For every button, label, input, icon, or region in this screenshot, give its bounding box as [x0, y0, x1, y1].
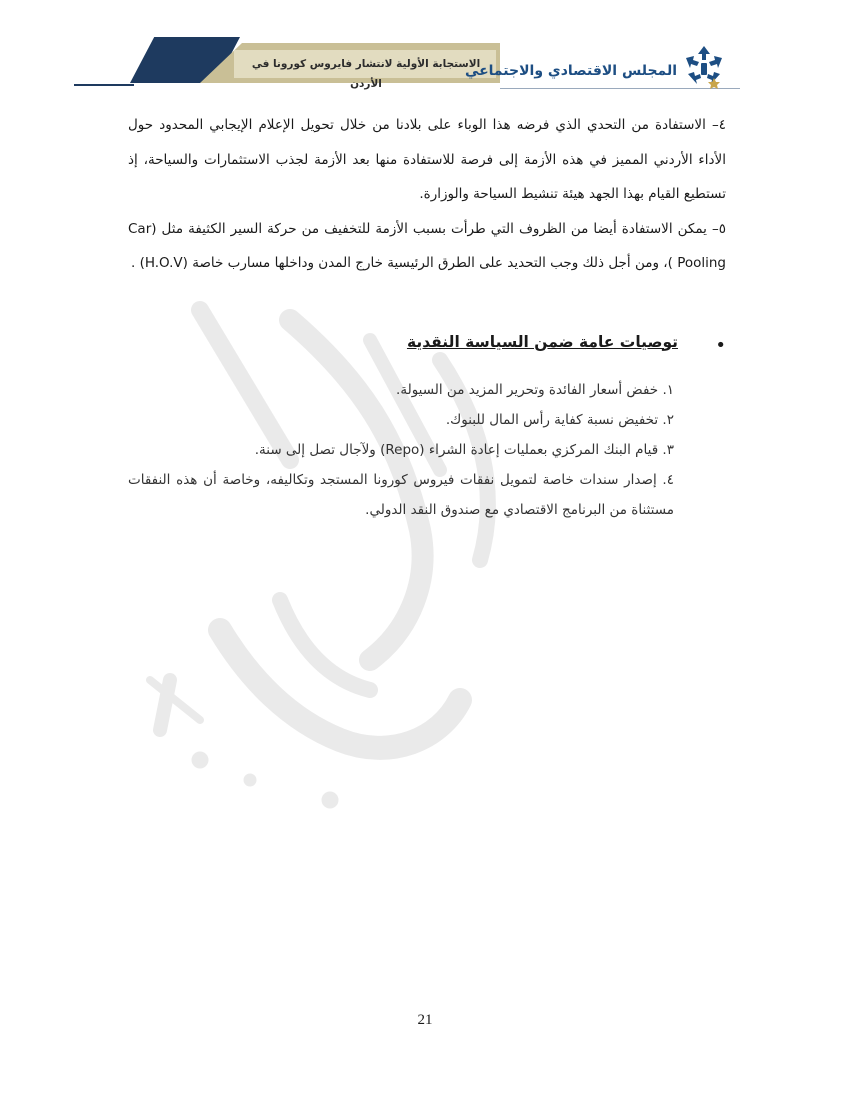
page-content	[128, 108, 726, 525]
page-header	[0, 0, 850, 100]
header-rule-left	[74, 84, 134, 86]
section-heading-row	[128, 333, 726, 363]
list-item: ٣. قيام البنك المركزي بعمليات إعادة الشراء (Repo) ولآجال تصل إلى سنة.	[254, 441, 674, 458]
recommendations-list	[128, 375, 726, 525]
page-number: 21	[417, 1012, 433, 1028]
list-item: ٤. إصدار سندات خاصة لتمويل نفقات فيروس كورونا المستجد وتكاليفه، وخاصة أن هذه النفقات مستثناة من البرنامج الاقتصادي مع صندوق النقد الدولي.	[128, 471, 674, 518]
list-item: ١. خفض أسعار الفائدة وتحرير المزيد من السيولة.	[396, 381, 674, 398]
bullet-icon: •	[715, 334, 726, 356]
paragraph-4: ٤– الاستفادة من التحدي الذي فرضه هذا الوباء على بلادنا من خلال تحويل الإعلام الإيجابي المحدود حول الأداء الأردني المميز في هذه الأزمة إلى فرصة للاستفادة منها بعد الأزمة لجذب الاستثمارات والسياحة، إذ تستطيع القيام بهذا الجهد هيئة تنشيط السياحة والوزارة.	[128, 117, 726, 202]
organization-name: المجلس الاقتصادي والاجتماعي	[464, 63, 677, 79]
list-item: ٢. تخفيض نسبة كفاية رأس المال للبنوك.	[445, 411, 674, 428]
report-title: الاستجابة الأولية لانتشار فايروس كورونا في الأردن	[251, 58, 481, 90]
section-heading: توصيات عامة ضمن السياسة النقدية	[406, 332, 678, 351]
paragraph-5: ٥– يمكن الاستفادة أيضا من الظروف التي طرأت بسبب الأزمة للتخفيف من حركة السير الكثيفة مثل (Car Pooling )، ومن أجل ذلك وجب التحديد على الطرق الرئيسية خارج المدن وداخلها مسارب خاصة (H.O.V) .	[128, 220, 726, 271]
council-logo-icon	[680, 44, 728, 92]
